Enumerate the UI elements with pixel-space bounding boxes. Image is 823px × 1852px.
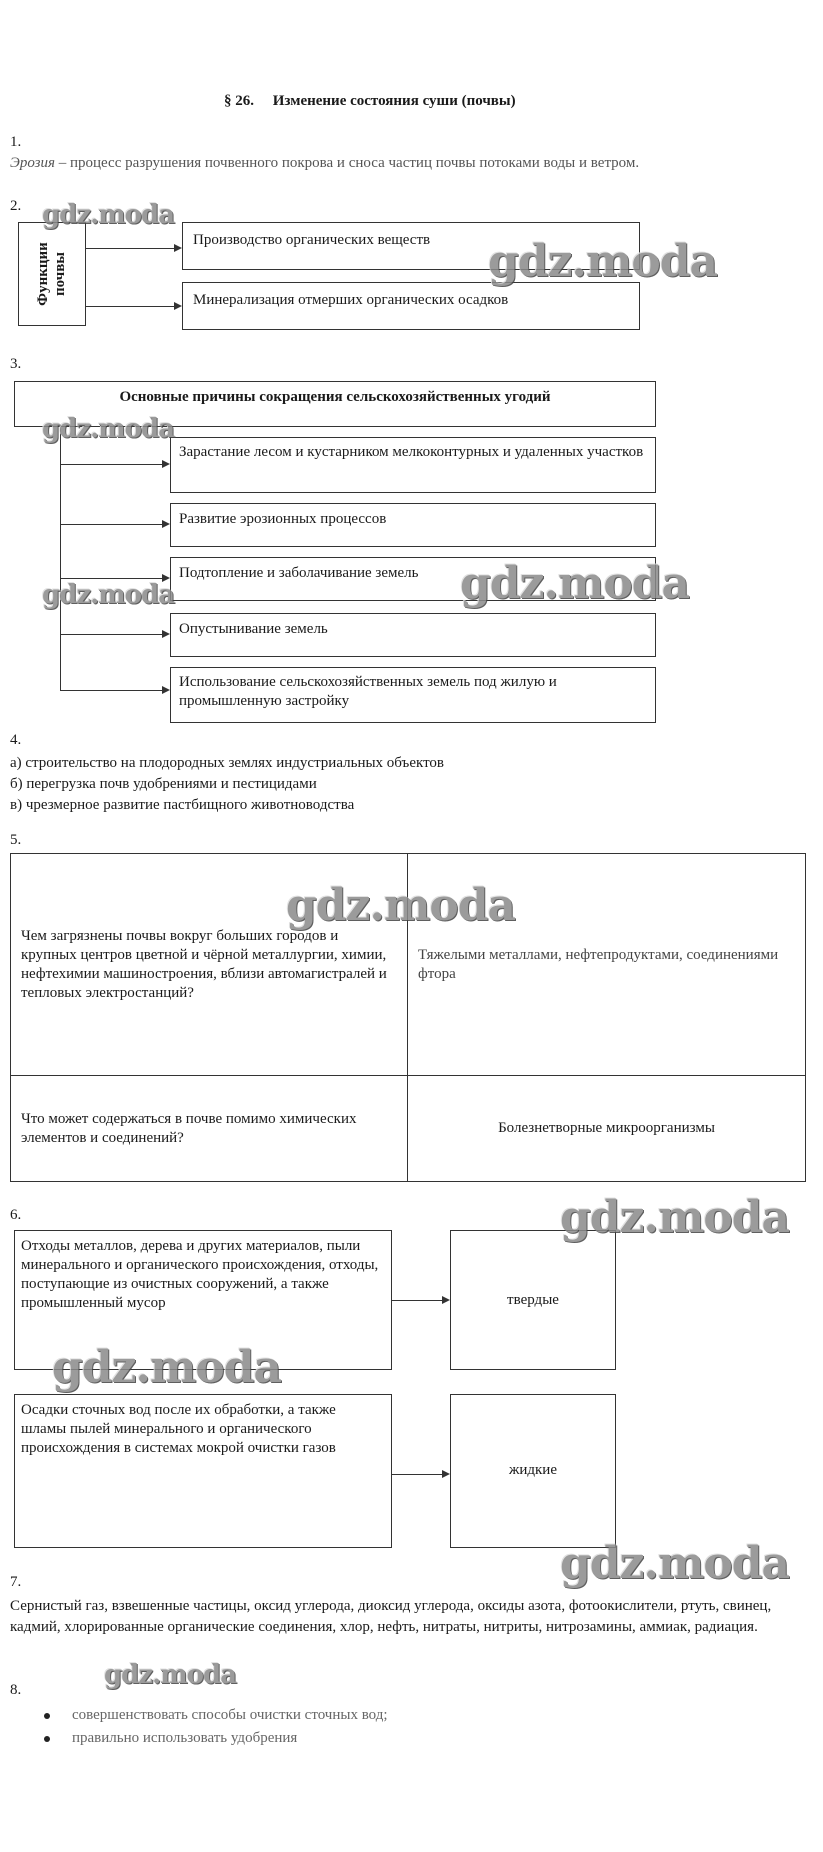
connector — [392, 1474, 442, 1475]
connector — [60, 524, 164, 525]
watermark-logo: gdz.moda — [560, 1538, 790, 1589]
waste-type-box-1 — [450, 1230, 616, 1370]
bullet-icon — [44, 1713, 50, 1719]
cause-3-text: Подтопление и заболачивание земель — [179, 565, 419, 581]
arrow-right-icon — [442, 1296, 450, 1304]
arrow-right-icon — [162, 686, 170, 694]
table-cell-answer: Болезнетворные микроорганизмы — [408, 1076, 806, 1182]
cause-5-text: Использование сельскохозяйственных земель под жилую и промышленную застройку — [179, 674, 557, 709]
section-7-number: 7. — [10, 1574, 22, 1590]
watermark-logo: gdz.moda — [104, 1660, 237, 1690]
connector — [86, 306, 176, 307]
answer-line-b: б) перегрузка почв удобрениями и пестицидами — [10, 776, 317, 792]
section-3-number: 3. — [10, 356, 22, 372]
arrow-right-icon — [174, 244, 182, 252]
watermark-logo: gdz.moda — [488, 236, 718, 287]
cause-box-1 — [170, 437, 656, 493]
answer-line-c: в) чрезмерное развитие пастбищного животноводства — [10, 797, 355, 813]
causes-header-text: Основные причины сокращения сельскохозяйственных угодий — [119, 389, 551, 405]
watermark-logo: gdz.moda — [286, 880, 516, 931]
waste-type-1-text: твердые — [507, 1292, 559, 1308]
waste-type-2-text: жидкие — [509, 1462, 557, 1478]
measure-item-1: совершенствовать способы очистки сточных вод; — [72, 1707, 388, 1723]
function-2-text: Минерализация отмерших органических осадков — [193, 292, 509, 308]
table-cell-question: Что может содержаться в почве помимо химических элементов и соединений? — [11, 1076, 408, 1182]
arrow-right-icon — [442, 1470, 450, 1478]
erosion-definition: – процесс разрушения почвенного покрова и сноса частиц почвы потоками воды и ветром. — [54, 155, 640, 171]
arrow-right-icon — [162, 460, 170, 468]
measure-item-2: правильно использовать удобрения — [72, 1730, 298, 1746]
waste-desc-2-text: Осадки сточных вод после их обработки, а также шламы пылей минерального и органического происхождения в системах мокрой очистки газов — [21, 1402, 336, 1456]
section-8-number: 8. — [10, 1682, 22, 1698]
cause-4-text: Опустынивание земель — [179, 621, 328, 637]
page-title: § 26. Изменение состояния суши (почвы) — [224, 93, 516, 109]
watermark-logo: gdz.moda — [52, 1342, 282, 1393]
function-1-text: Производство органических веществ — [193, 232, 431, 248]
connector-trunk — [60, 427, 61, 691]
cause-2-text: Развитие эрозионных процессов — [179, 511, 387, 527]
section-1-text — [10, 154, 815, 173]
cause-box-2 — [170, 503, 656, 547]
section-6-number: 6. — [10, 1207, 22, 1223]
pollutants-list: Сернистый газ, взвешенные частицы, оксид углерода, диоксид углерода, оксиды азота, фотоокислители, ртуть, свинец, кадмий, хлорированные органические соединения, хлор, нефть, нитраты, нитриты, нитрозамины, аммиак, радиация. — [10, 1598, 772, 1635]
connector — [60, 464, 164, 465]
watermark-logo: gdz.moda — [42, 200, 175, 230]
connector — [60, 578, 164, 579]
soil-functions-label-box — [18, 222, 86, 326]
connector — [60, 690, 164, 691]
soil-functions-label: Функции почвы — [35, 242, 68, 306]
cause-1-text: Зарастание лесом и кустарником мелкоконтурных и удаленных участков — [179, 444, 644, 460]
table-row — [11, 1076, 806, 1182]
connector — [60, 634, 164, 635]
waste-desc-box-2 — [14, 1394, 392, 1548]
watermark-logo: gdz.moda — [42, 580, 175, 610]
waste-type-box-2 — [450, 1394, 616, 1548]
cause-box-5 — [170, 667, 656, 723]
connector — [86, 248, 176, 249]
function-box-2 — [182, 282, 640, 330]
connector — [392, 1300, 442, 1301]
watermark-logo: gdz.moda — [42, 414, 175, 444]
table-cell-question: Чем загрязнены почвы вокруг больших городов и крупных центров цветной и чёрной металлургии, химии, нефтехимии машиностроения, вблизи автомагистралей и тепловых электростанций? — [11, 854, 408, 1076]
watermark-logo: gdz.moda — [460, 558, 690, 609]
section-4-number: 4. — [10, 732, 22, 748]
arrow-right-icon — [174, 302, 182, 310]
table-cell-answer: Тяжелыми металлами, нефтепродуктами, соединениями фтора — [408, 854, 806, 1076]
erosion-term: Эрозия — [10, 155, 55, 171]
watermark-logo: gdz.moda — [560, 1192, 790, 1243]
arrow-right-icon — [162, 630, 170, 638]
arrow-right-icon — [162, 520, 170, 528]
section-2-number: 2. — [10, 198, 22, 214]
section-1-number: 1. — [10, 134, 22, 150]
answer-line-a: а) строительство на плодородных землях индустриальных объектов — [10, 755, 445, 771]
section-5-number: 5. — [10, 832, 22, 848]
bullet-icon — [44, 1736, 50, 1742]
cause-box-4 — [170, 613, 656, 657]
waste-desc-1-text: Отходы металлов, дерева и других материалов, пыли минерального и органического происхождения, отходы, поступающие из очистных сооружений, а также промышленный мусор — [21, 1238, 379, 1311]
